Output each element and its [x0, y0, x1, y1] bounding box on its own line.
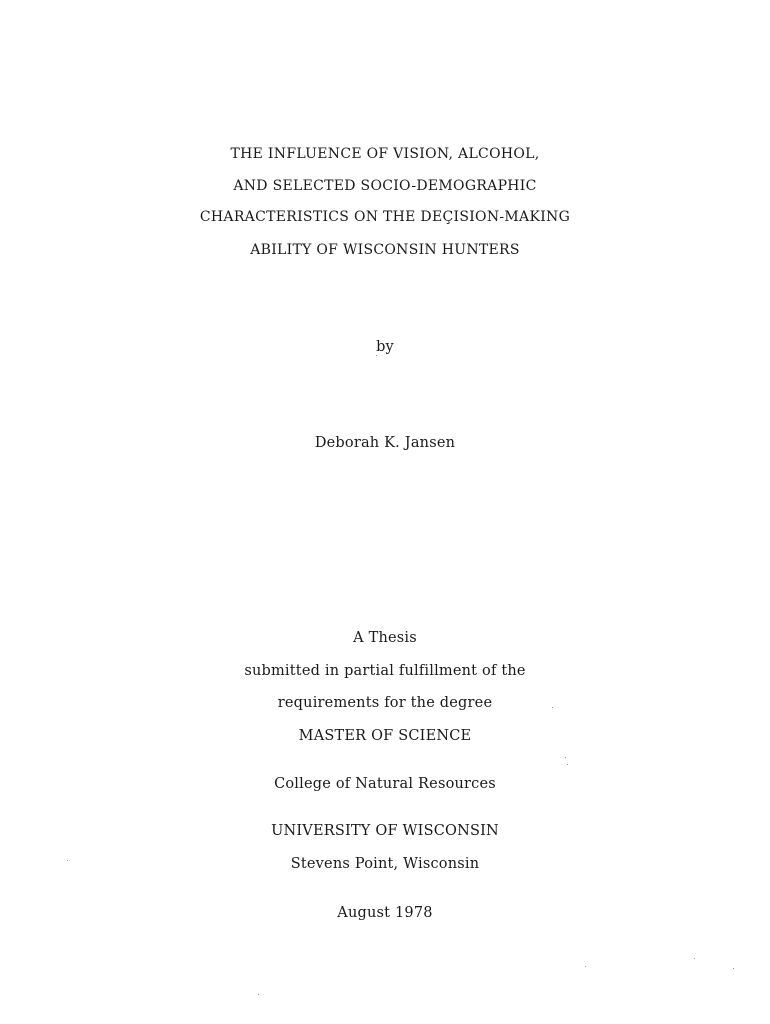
title-line-2: AND SELECTED SOCIO-DEMOGRAPHIC [233, 178, 537, 194]
college-name: College of Natural Resources [274, 776, 496, 792]
scan-speck [565, 757, 566, 758]
submission-statement: submitted in partial fulfillment of the [244, 663, 526, 679]
scan-speck [694, 958, 695, 959]
scan-speck [552, 707, 553, 708]
scan-speck [376, 355, 377, 356]
submission-date: August 1978 [337, 905, 433, 921]
thesis-label: A Thesis [353, 630, 417, 646]
author-name: Deborah K. Jansen [314, 435, 456, 451]
scan-speck [67, 860, 68, 861]
title-line-4: ABILITY OF WISCONSIN HUNTERS [250, 242, 520, 258]
by-label: by [376, 339, 394, 355]
title-line-1: THE INFLUENCE OF VISION, ALCOHOL, [230, 146, 540, 162]
university-location: Stevens Point, Wisconsin [290, 856, 480, 872]
requirements-statement: requirements for the degree [277, 695, 493, 711]
university-name: UNIVERSITY OF WISCONSIN [271, 823, 499, 839]
scan-speck [567, 764, 568, 765]
scan-speck [585, 966, 586, 967]
degree-name: MASTER OF SCIENCE [298, 728, 472, 744]
title-line-3: CHARACTERISTICS ON THE DEÇISION-MAKING [199, 209, 571, 225]
scan-speck [733, 968, 734, 969]
scan-speck [258, 994, 259, 995]
